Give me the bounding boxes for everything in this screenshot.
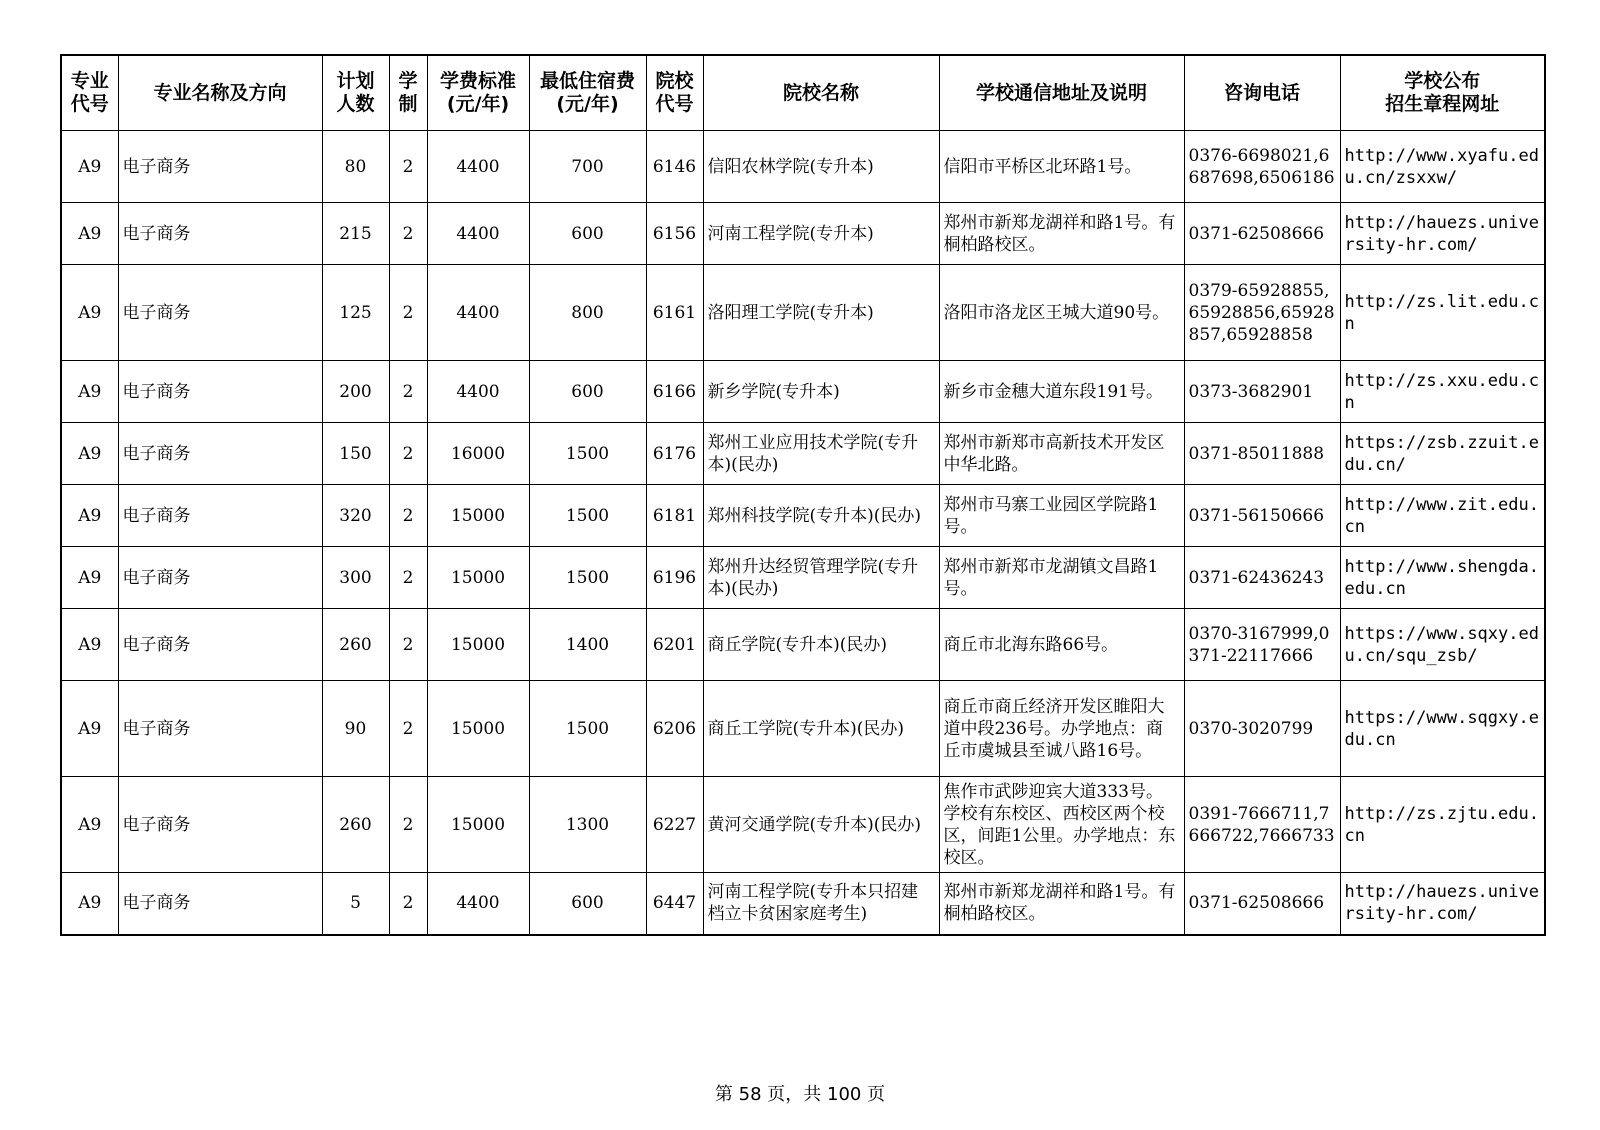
website-cell[interactable]: http://zs.lit.edu.cn <box>1340 265 1545 361</box>
plan-count-cell: 260 <box>322 609 389 681</box>
major-name-cell: 电子商务 <box>118 361 322 423</box>
major-code-cell: A9 <box>61 873 118 935</box>
school-code-cell: 6181 <box>646 485 703 547</box>
school-name-cell: 郑州科技学院(专升本)(民办) <box>703 485 939 547</box>
header-website: 学校公布 招生章程网址 <box>1340 55 1545 131</box>
tuition-cell: 15000 <box>427 609 529 681</box>
tuition-cell: 15000 <box>427 777 529 873</box>
header-duration: 学 制 <box>389 55 427 131</box>
table-row <box>61 203 1545 265</box>
major-name-cell: 电子商务 <box>118 131 322 203</box>
page-number: 第 58 页，共 100 页 <box>714 1084 886 1105</box>
website-cell[interactable]: http://hauezs.university-hr.com/ <box>1340 203 1545 265</box>
school-name-cell: 郑州升达经贸管理学院(专升本)(民办) <box>703 547 939 609</box>
major-name-cell: 电子商务 <box>118 609 322 681</box>
dorm-fee-cell: 1500 <box>529 547 646 609</box>
website-cell[interactable]: https://zsb.zzuit.edu.cn/ <box>1340 423 1545 485</box>
dorm-fee-cell: 600 <box>529 873 646 935</box>
plan-count-cell: 90 <box>322 681 389 777</box>
plan-count-cell: 300 <box>322 547 389 609</box>
major-code-cell: A9 <box>61 361 118 423</box>
phone-cell: 0371-62508666 <box>1184 873 1340 935</box>
table-body <box>61 131 1545 935</box>
major-code-cell: A9 <box>61 681 118 777</box>
dorm-fee-cell: 600 <box>529 203 646 265</box>
major-code-cell: A9 <box>61 485 118 547</box>
website-cell[interactable]: https://www.sqgxy.edu.cn <box>1340 681 1545 777</box>
phone-cell: 0370-3167999,0371-22117666 <box>1184 609 1340 681</box>
dorm-fee-cell: 1300 <box>529 777 646 873</box>
dorm-fee-cell: 1500 <box>529 681 646 777</box>
major-code-cell: A9 <box>61 547 118 609</box>
tuition-cell: 15000 <box>427 547 529 609</box>
school-code-cell: 6196 <box>646 547 703 609</box>
major-name-cell: 电子商务 <box>118 777 322 873</box>
tuition-cell: 4400 <box>427 131 529 203</box>
plan-count-cell: 5 <box>322 873 389 935</box>
table-row <box>61 777 1545 873</box>
school-code-cell: 6206 <box>646 681 703 777</box>
duration-cell: 2 <box>389 681 427 777</box>
major-name-cell: 电子商务 <box>118 423 322 485</box>
major-name-cell: 电子商务 <box>118 203 322 265</box>
duration-cell: 2 <box>389 777 427 873</box>
plan-count-cell: 260 <box>322 777 389 873</box>
duration-cell: 2 <box>389 423 427 485</box>
major-name-cell: 电子商务 <box>118 681 322 777</box>
school-name-cell: 黄河交通学院(专升本)(民办) <box>703 777 939 873</box>
website-cell[interactable]: https://www.sqxy.edu.cn/squ_zsb/ <box>1340 609 1545 681</box>
address-cell: 焦作市武陟迎宾大道333号。学校有东校区、西校区两个校区，间距1公里。办学地点：东校区。 <box>939 777 1184 873</box>
duration-cell: 2 <box>389 265 427 361</box>
header-major-code: 专业 代号 <box>61 55 118 131</box>
phone-cell: 0371-85011888 <box>1184 423 1340 485</box>
plan-count-cell: 200 <box>322 361 389 423</box>
tuition-cell: 4400 <box>427 265 529 361</box>
phone-cell: 0391-7666711,7666722,7666733 <box>1184 777 1340 873</box>
address-cell: 商丘市商丘经济开发区睢阳大道中段236号。办学地点：商丘市虞城县至诚八路16号。 <box>939 681 1184 777</box>
website-cell[interactable]: http://hauezs.university-hr.com/ <box>1340 873 1545 935</box>
website-cell[interactable]: http://zs.zjtu.edu.cn <box>1340 777 1545 873</box>
website-cell[interactable]: http://www.zit.edu.cn <box>1340 485 1545 547</box>
major-code-cell: A9 <box>61 423 118 485</box>
major-code-cell: A9 <box>61 131 118 203</box>
tuition-cell: 16000 <box>427 423 529 485</box>
header-school-code: 院校 代号 <box>646 55 703 131</box>
admissions-table <box>60 54 1546 936</box>
duration-cell: 2 <box>389 485 427 547</box>
address-cell: 郑州市马寨工业园区学院路1号。 <box>939 485 1184 547</box>
major-name-cell: 电子商务 <box>118 873 322 935</box>
major-code-cell: A9 <box>61 777 118 873</box>
phone-cell: 0371-62436243 <box>1184 547 1340 609</box>
address-cell: 洛阳市洛龙区王城大道90号。 <box>939 265 1184 361</box>
school-code-cell: 6176 <box>646 423 703 485</box>
tuition-cell: 15000 <box>427 681 529 777</box>
table-row <box>61 265 1545 361</box>
major-name-cell: 电子商务 <box>118 547 322 609</box>
address-cell: 郑州市新郑龙湖祥和路1号。有桐柏路校区。 <box>939 203 1184 265</box>
dorm-fee-cell: 700 <box>529 131 646 203</box>
table-row <box>61 131 1545 203</box>
header-address: 学校通信地址及说明 <box>939 55 1184 131</box>
tuition-cell: 4400 <box>427 203 529 265</box>
duration-cell: 2 <box>389 609 427 681</box>
website-cell[interactable]: http://zs.xxu.edu.cn <box>1340 361 1545 423</box>
address-cell: 郑州市新郑龙湖祥和路1号。有桐柏路校区。 <box>939 873 1184 935</box>
plan-count-cell: 150 <box>322 423 389 485</box>
duration-cell: 2 <box>389 131 427 203</box>
school-name-cell: 河南工程学院(专升本) <box>703 203 939 265</box>
table-row <box>61 681 1545 777</box>
school-code-cell: 6161 <box>646 265 703 361</box>
dorm-fee-cell: 1500 <box>529 423 646 485</box>
address-cell: 新乡市金穗大道东段191号。 <box>939 361 1184 423</box>
table-row <box>61 423 1545 485</box>
tuition-cell: 4400 <box>427 873 529 935</box>
header-plan-count: 计划 人数 <box>322 55 389 131</box>
plan-count-cell: 125 <box>322 265 389 361</box>
school-code-cell: 6447 <box>646 873 703 935</box>
phone-cell: 0373-3682901 <box>1184 361 1340 423</box>
table-row <box>61 485 1545 547</box>
duration-cell: 2 <box>389 361 427 423</box>
school-code-cell: 6146 <box>646 131 703 203</box>
school-name-cell: 信阳农林学院(专升本) <box>703 131 939 203</box>
address-cell: 郑州市新郑市高新技术开发区中华北路。 <box>939 423 1184 485</box>
tuition-cell: 4400 <box>427 361 529 423</box>
major-code-cell: A9 <box>61 609 118 681</box>
school-name-cell: 河南工程学院(专升本只招建档立卡贫困家庭考生) <box>703 873 939 935</box>
duration-cell: 2 <box>389 873 427 935</box>
phone-cell: 0370-3020799 <box>1184 681 1340 777</box>
phone-cell: 0371-62508666 <box>1184 203 1340 265</box>
school-name-cell: 郑州工业应用技术学院(专升本)(民办) <box>703 423 939 485</box>
table-row <box>61 873 1545 935</box>
school-code-cell: 6166 <box>646 361 703 423</box>
tuition-cell: 15000 <box>427 485 529 547</box>
header-tuition: 学费标准 (元/年) <box>427 55 529 131</box>
table-header-row <box>61 55 1545 131</box>
plan-count-cell: 80 <box>322 131 389 203</box>
school-code-cell: 6201 <box>646 609 703 681</box>
dorm-fee-cell: 600 <box>529 361 646 423</box>
dorm-fee-cell: 800 <box>529 265 646 361</box>
plan-count-cell: 320 <box>322 485 389 547</box>
address-cell: 商丘市北海东路66号。 <box>939 609 1184 681</box>
duration-cell: 2 <box>389 547 427 609</box>
school-code-cell: 6227 <box>646 777 703 873</box>
dorm-fee-cell: 1500 <box>529 485 646 547</box>
dorm-fee-cell: 1400 <box>529 609 646 681</box>
school-name-cell: 洛阳理工学院(专升本) <box>703 265 939 361</box>
header-phone: 咨询电话 <box>1184 55 1340 131</box>
header-school-name: 院校名称 <box>703 55 939 131</box>
duration-cell: 2 <box>389 203 427 265</box>
major-name-cell: 电子商务 <box>118 265 322 361</box>
header-dorm-fee: 最低住宿费 (元/年) <box>529 55 646 131</box>
school-code-cell: 6156 <box>646 203 703 265</box>
website-cell[interactable]: http://www.shengda.edu.cn <box>1340 547 1545 609</box>
phone-cell: 0371-56150666 <box>1184 485 1340 547</box>
header-major-name: 专业名称及方向 <box>118 55 322 131</box>
school-name-cell: 商丘工学院(专升本)(民办) <box>703 681 939 777</box>
school-name-cell: 商丘学院(专升本)(民办) <box>703 609 939 681</box>
table-row <box>61 547 1545 609</box>
address-cell: 信阳市平桥区北环路1号。 <box>939 131 1184 203</box>
major-code-cell: A9 <box>61 203 118 265</box>
website-cell[interactable]: http://www.xyafu.edu.cn/zsxxw/ <box>1340 131 1545 203</box>
school-name-cell: 新乡学院(专升本) <box>703 361 939 423</box>
major-name-cell: 电子商务 <box>118 485 322 547</box>
plan-count-cell: 215 <box>322 203 389 265</box>
address-cell: 郑州市新郑市龙湖镇文昌路1号。 <box>939 547 1184 609</box>
table-row <box>61 609 1545 681</box>
phone-cell: 0376-6698021,6687698,6506186 <box>1184 131 1340 203</box>
major-code-cell: A9 <box>61 265 118 361</box>
phone-cell: 0379-65928855,65928856,65928857,65928858 <box>1184 265 1340 361</box>
table-row <box>61 361 1545 423</box>
